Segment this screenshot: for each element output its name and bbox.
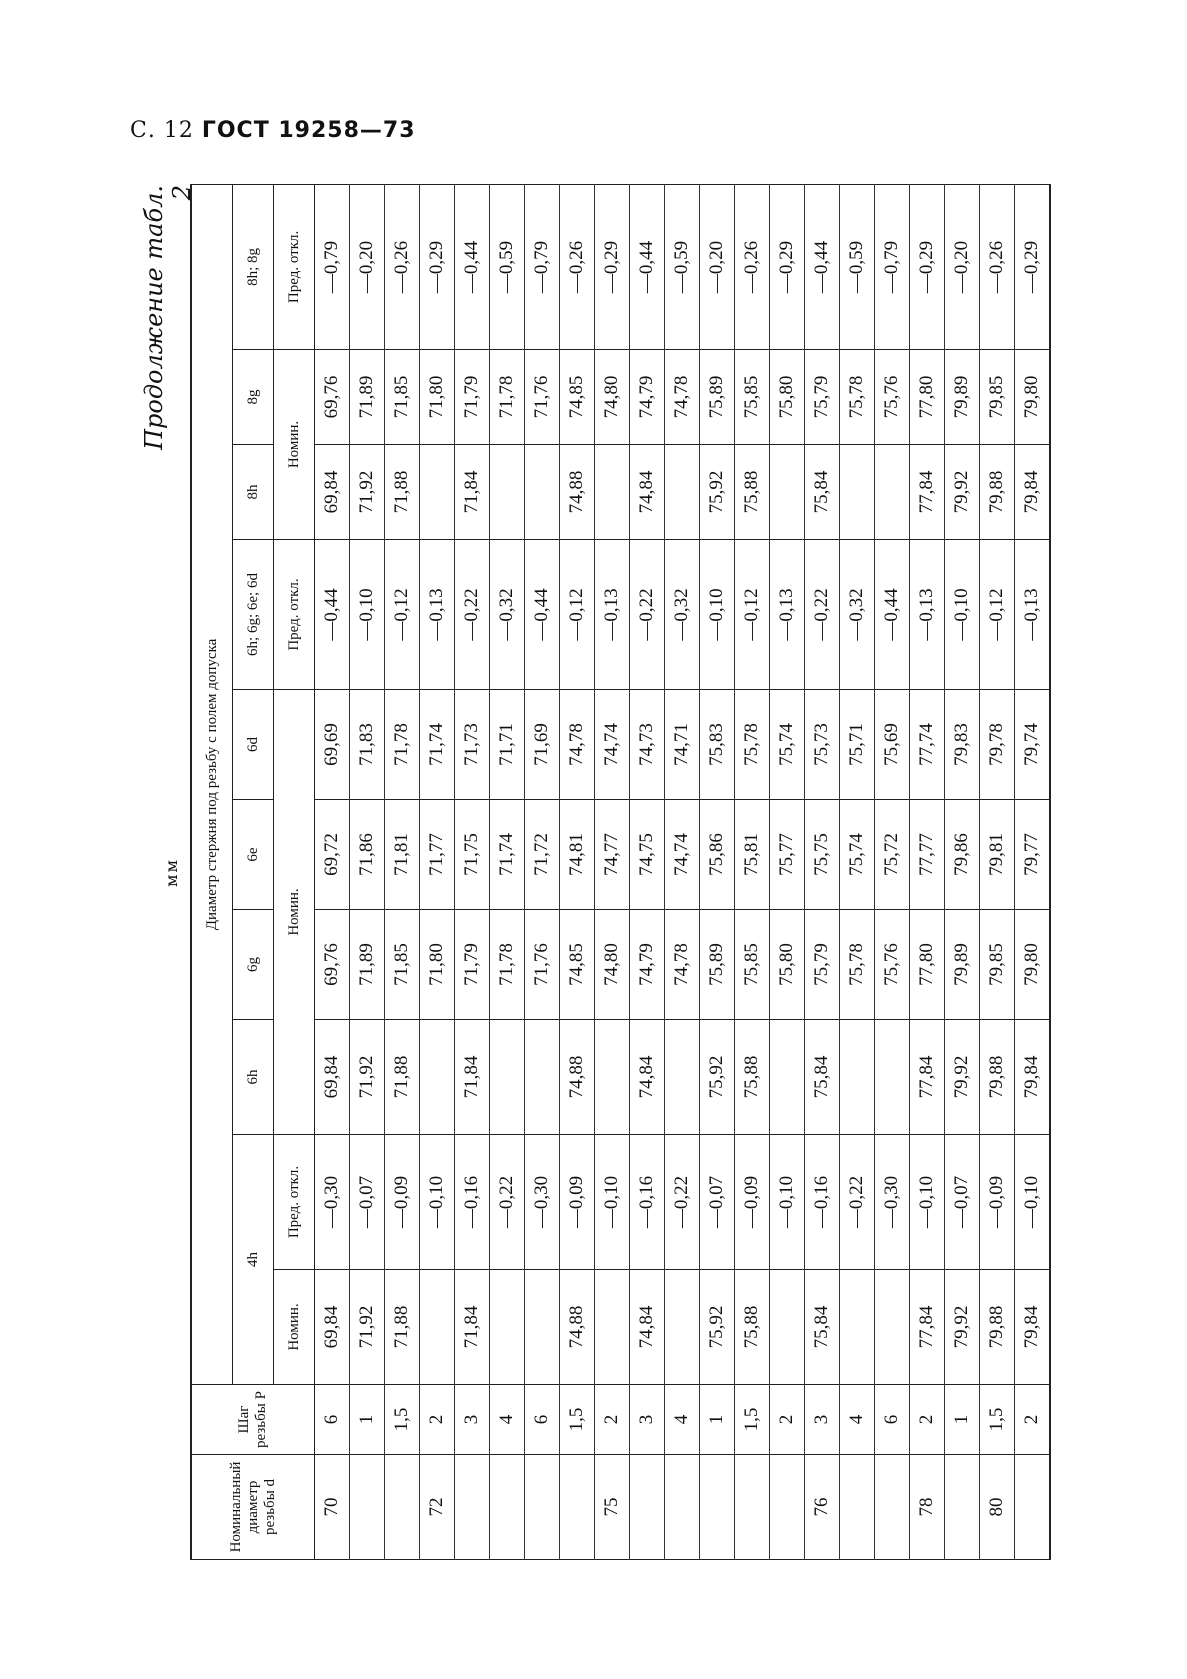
- cell-d6: 75,69: [875, 690, 910, 800]
- cell-g6: 71,89: [350, 910, 385, 1020]
- cell-d: [455, 1455, 490, 1560]
- cell-g8: 71,89: [350, 350, 385, 445]
- cell-g8: 75,76: [875, 350, 910, 445]
- cell-dev6: —0,44: [875, 540, 910, 690]
- cell-d6: 75,74: [770, 690, 805, 800]
- cell-g8: 71,79: [455, 350, 490, 445]
- cell-e6: 75,81: [735, 800, 770, 910]
- cell-d6: 71,83: [350, 690, 385, 800]
- cell-dev6: —0,12: [560, 540, 595, 690]
- cell-h8: [420, 445, 455, 540]
- cell-g8: 75,79: [805, 350, 840, 445]
- cell-d6: 74,71: [665, 690, 700, 800]
- cell-dev8: —0,79: [525, 184, 560, 349]
- header-4h: 4h: [233, 1135, 274, 1385]
- cell-g6: 71,76: [525, 910, 560, 1020]
- cell-dev6: —0,13: [910, 540, 945, 690]
- header-4h-nom: Номин.: [274, 1270, 315, 1385]
- cell-g8: 69,76: [315, 350, 350, 445]
- table-row: [875, 184, 910, 1559]
- cell-e6: 69,72: [315, 800, 350, 910]
- cell-d: [560, 1455, 595, 1560]
- cell-h4d: —0,22: [490, 1135, 525, 1270]
- cell-p: 4: [840, 1385, 875, 1455]
- cell-g6: 71,78: [490, 910, 525, 1020]
- cell-h8: 69,84: [315, 445, 350, 540]
- cell-dev8: —0,29: [910, 184, 945, 349]
- header-6g: 6g: [233, 910, 274, 1020]
- cell-dev8: —0,59: [840, 184, 875, 349]
- cell-dev8: —0,26: [735, 184, 770, 349]
- cell-e6: 74,81: [560, 800, 595, 910]
- standard-number: ГОСТ 19258—73: [201, 118, 416, 143]
- cell-e6: 71,74: [490, 800, 525, 910]
- cell-g8: 75,89: [700, 350, 735, 445]
- cell-h8: [770, 445, 805, 540]
- cell-p: 2: [1015, 1385, 1051, 1455]
- cell-e6: 79,86: [945, 800, 980, 910]
- cell-h4: 79,88: [980, 1270, 1015, 1385]
- table-row: [420, 184, 455, 1559]
- cell-h8: 75,92: [700, 445, 735, 540]
- table-row: [315, 184, 350, 1559]
- cell-dev6: —0,32: [665, 540, 700, 690]
- cell-p: 2: [420, 1385, 455, 1455]
- cell-h8: 75,88: [735, 445, 770, 540]
- cell-dev6: —0,12: [735, 540, 770, 690]
- cell-g8: 71,78: [490, 350, 525, 445]
- cell-p: 3: [455, 1385, 490, 1455]
- cell-e6: 71,75: [455, 800, 490, 910]
- cell-g6: 69,76: [315, 910, 350, 1020]
- cell-g6: 74,85: [560, 910, 595, 1020]
- cell-d: [385, 1455, 420, 1560]
- cell-h8: 79,92: [945, 445, 980, 540]
- table-row: [665, 184, 700, 1559]
- cell-h4: [490, 1270, 525, 1385]
- cell-h4d: —0,22: [665, 1135, 700, 1270]
- thread-diameter-table: [190, 184, 1051, 1560]
- cell-d: [875, 1455, 910, 1560]
- cell-g8: 75,80: [770, 350, 805, 445]
- table-row: [595, 184, 630, 1559]
- cell-d6: 79,74: [1015, 690, 1051, 800]
- cell-h4: 71,84: [455, 1270, 490, 1385]
- cell-h4d: —0,10: [770, 1135, 805, 1270]
- table-row: [385, 184, 420, 1559]
- cell-h4d: —0,22: [840, 1135, 875, 1270]
- cell-g8: 74,78: [665, 350, 700, 445]
- cell-dev6: —0,44: [525, 540, 560, 690]
- cell-p: 2: [910, 1385, 945, 1455]
- cell-h4: 75,88: [735, 1270, 770, 1385]
- cell-d: [700, 1455, 735, 1560]
- cell-dev6: —0,32: [490, 540, 525, 690]
- header-6-dev-label: Пред. откл.: [274, 540, 315, 690]
- cell-h4d: —0,09: [980, 1135, 1015, 1270]
- cell-dev8: —0,26: [385, 184, 420, 349]
- cell-h4: [840, 1270, 875, 1385]
- cell-p: 1: [700, 1385, 735, 1455]
- cell-g6: 79,85: [980, 910, 1015, 1020]
- cell-h8: 74,88: [560, 445, 595, 540]
- cell-h8: 71,92: [350, 445, 385, 540]
- cell-g6: 74,80: [595, 910, 630, 1020]
- cell-g6: 74,79: [630, 910, 665, 1020]
- cell-g6: 75,78: [840, 910, 875, 1020]
- cell-dev6: —0,13: [770, 540, 805, 690]
- cell-h6: 71,88: [385, 1020, 420, 1135]
- cell-e6: 71,72: [525, 800, 560, 910]
- cell-d6: 74,73: [630, 690, 665, 800]
- cell-h4d: —0,30: [315, 1135, 350, 1270]
- cell-dev8: —0,29: [770, 184, 805, 349]
- table-row: [945, 184, 980, 1559]
- cell-dev6: —0,44: [315, 540, 350, 690]
- table-row: [805, 184, 840, 1559]
- cell-h4: [770, 1270, 805, 1385]
- cell-g6: 75,79: [805, 910, 840, 1020]
- cell-d6: 75,78: [735, 690, 770, 800]
- cell-dev8: —0,20: [700, 184, 735, 349]
- cell-g6: 79,89: [945, 910, 980, 1020]
- cell-h8: 79,88: [980, 445, 1015, 540]
- cell-h6: 79,92: [945, 1020, 980, 1135]
- cell-h4d: —0,10: [595, 1135, 630, 1270]
- cell-h8: 77,84: [910, 445, 945, 540]
- cell-d: [665, 1455, 700, 1560]
- cell-p: 3: [805, 1385, 840, 1455]
- cell-d6: 75,71: [840, 690, 875, 800]
- cell-h4: [665, 1270, 700, 1385]
- cell-h6: [665, 1020, 700, 1135]
- header-8-dev-label: Пред. откл.: [274, 184, 315, 349]
- cell-d: [490, 1455, 525, 1560]
- cell-d: [840, 1455, 875, 1560]
- cell-g6: 71,85: [385, 910, 420, 1020]
- header-group: Диаметр стержня под резьбу с полем допуска: [191, 184, 233, 1384]
- cell-g8: 71,85: [385, 350, 420, 445]
- table-row: [455, 184, 490, 1559]
- cell-h4: 69,84: [315, 1270, 350, 1385]
- cell-h4d: —0,16: [630, 1135, 665, 1270]
- cell-d: [945, 1455, 980, 1560]
- table-row: [560, 184, 595, 1559]
- cell-h6: [770, 1020, 805, 1135]
- header-6e: 6e: [233, 800, 274, 910]
- cell-p: 6: [875, 1385, 910, 1455]
- cell-h4: 79,84: [1015, 1270, 1051, 1385]
- header-8h: 8h: [233, 445, 274, 540]
- cell-h4: [420, 1270, 455, 1385]
- cell-dev8: —0,20: [945, 184, 980, 349]
- header-6-nom: Номин.: [274, 690, 315, 1135]
- cell-h4d: —0,30: [525, 1135, 560, 1270]
- cell-d6: 79,83: [945, 690, 980, 800]
- rotated-table-area: [140, 185, 1050, 1560]
- cell-dev6: —0,13: [595, 540, 630, 690]
- cell-g8: 79,85: [980, 350, 1015, 445]
- cell-d: 72: [420, 1455, 455, 1560]
- cell-h6: 77,84: [910, 1020, 945, 1135]
- cell-p: 1,5: [560, 1385, 595, 1455]
- cell-d6: 71,73: [455, 690, 490, 800]
- cell-dev8: —0,29: [1015, 184, 1051, 349]
- header-pitch: Шаг резьбы P: [191, 1385, 315, 1455]
- cell-dev6: —0,13: [420, 540, 455, 690]
- cell-g8: 74,79: [630, 350, 665, 445]
- cell-d: [630, 1455, 665, 1560]
- cell-h4: [875, 1270, 910, 1385]
- cell-h4d: —0,09: [560, 1135, 595, 1270]
- cell-d: 70: [315, 1455, 350, 1560]
- cell-h4: 74,88: [560, 1270, 595, 1385]
- cell-h6: 79,88: [980, 1020, 1015, 1135]
- cell-h8: 71,84: [455, 445, 490, 540]
- cell-e6: 75,86: [700, 800, 735, 910]
- cell-dev8: —0,44: [455, 184, 490, 349]
- cell-e6: 71,81: [385, 800, 420, 910]
- cell-dev8: —0,29: [420, 184, 455, 349]
- cell-d: [735, 1455, 770, 1560]
- cell-g8: 71,76: [525, 350, 560, 445]
- cell-h6: 74,88: [560, 1020, 595, 1135]
- cell-d6: 69,69: [315, 690, 350, 800]
- cell-dev8: —0,26: [560, 184, 595, 349]
- cell-e6: 74,77: [595, 800, 630, 910]
- cell-g6: 74,78: [665, 910, 700, 1020]
- cell-h4: 75,84: [805, 1270, 840, 1385]
- cell-g8: 79,80: [1015, 350, 1051, 445]
- cell-h4: 71,92: [350, 1270, 385, 1385]
- header-8g: 8g: [233, 350, 274, 445]
- cell-dev8: —0,59: [665, 184, 700, 349]
- cell-g6: 71,80: [420, 910, 455, 1020]
- cell-h4d: —0,09: [385, 1135, 420, 1270]
- cell-h8: 74,84: [630, 445, 665, 540]
- cell-h8: [875, 445, 910, 540]
- header-6-dev: 6h; 6g; 6e; 6d: [233, 540, 274, 690]
- cell-p: 2: [770, 1385, 805, 1455]
- cell-g6: 75,76: [875, 910, 910, 1020]
- cell-dev6: —0,22: [455, 540, 490, 690]
- table-row: [770, 184, 805, 1559]
- cell-d: [770, 1455, 805, 1560]
- cell-g6: 75,80: [770, 910, 805, 1020]
- table-row: [490, 184, 525, 1559]
- table-row: [980, 184, 1015, 1559]
- cell-g8: 75,78: [840, 350, 875, 445]
- cell-d6: 74,78: [560, 690, 595, 800]
- cell-dev8: —0,44: [805, 184, 840, 349]
- cell-dev8: —0,44: [630, 184, 665, 349]
- cell-h4: 79,92: [945, 1270, 980, 1385]
- cell-h4: 74,84: [630, 1270, 665, 1385]
- cell-g8: 75,85: [735, 350, 770, 445]
- cell-h4: 75,92: [700, 1270, 735, 1385]
- cell-h4d: —0,10: [1015, 1135, 1051, 1270]
- cell-h6: [840, 1020, 875, 1135]
- cell-p: 6: [315, 1385, 350, 1455]
- cell-g8: 74,85: [560, 350, 595, 445]
- cell-h4: [595, 1270, 630, 1385]
- cell-h6: 71,84: [455, 1020, 490, 1135]
- cell-dev8: —0,20: [350, 184, 385, 349]
- cell-p: 1: [945, 1385, 980, 1455]
- header-6h: 6h: [233, 1020, 274, 1135]
- cell-d6: 75,83: [700, 690, 735, 800]
- cell-p: 4: [665, 1385, 700, 1455]
- cell-p: 1,5: [735, 1385, 770, 1455]
- cell-dev8: —0,59: [490, 184, 525, 349]
- cell-g6: 79,80: [1015, 910, 1051, 1020]
- table-row: [840, 184, 875, 1559]
- cell-h8: 75,84: [805, 445, 840, 540]
- cell-e6: 77,77: [910, 800, 945, 910]
- cell-h4d: —0,16: [455, 1135, 490, 1270]
- cell-p: 1,5: [385, 1385, 420, 1455]
- cell-d: [1015, 1455, 1051, 1560]
- cell-g8: 74,80: [595, 350, 630, 445]
- cell-h4d: —0,07: [945, 1135, 980, 1270]
- cell-h4d: —0,10: [420, 1135, 455, 1270]
- cell-h6: 74,84: [630, 1020, 665, 1135]
- cell-d6: 79,78: [980, 690, 1015, 800]
- continuation-label: Продолжение табл. 2: [140, 185, 196, 450]
- cell-h4: [525, 1270, 560, 1385]
- header-8-dev: 8h; 8g: [233, 184, 274, 349]
- table-row: [700, 184, 735, 1559]
- cell-dev6: —0,10: [945, 540, 980, 690]
- cell-p: 4: [490, 1385, 525, 1455]
- cell-h6: [525, 1020, 560, 1135]
- cell-g6: 75,89: [700, 910, 735, 1020]
- cell-e6: 71,86: [350, 800, 385, 910]
- cell-e6: 79,81: [980, 800, 1015, 910]
- cell-e6: 74,74: [665, 800, 700, 910]
- cell-h8: 71,88: [385, 445, 420, 540]
- cell-h6: [490, 1020, 525, 1135]
- cell-d: 76: [805, 1455, 840, 1560]
- cell-d6: 75,73: [805, 690, 840, 800]
- table-row: [350, 184, 385, 1559]
- cell-g6: 77,80: [910, 910, 945, 1020]
- cell-p: 1: [350, 1385, 385, 1455]
- cell-h6: 75,88: [735, 1020, 770, 1135]
- cell-dev6: —0,22: [630, 540, 665, 690]
- cell-p: 6: [525, 1385, 560, 1455]
- cell-h8: [595, 445, 630, 540]
- cell-g8: 79,89: [945, 350, 980, 445]
- page-header: [130, 118, 416, 143]
- cell-e6: 71,77: [420, 800, 455, 910]
- cell-h6: 71,92: [350, 1020, 385, 1135]
- unit-label: мм: [162, 858, 181, 887]
- table-row: [1015, 184, 1051, 1559]
- cell-e6: 75,74: [840, 800, 875, 910]
- cell-e6: 75,75: [805, 800, 840, 910]
- cell-h8: 79,84: [1015, 445, 1051, 540]
- cell-dev8: —0,79: [875, 184, 910, 349]
- cell-d: [350, 1455, 385, 1560]
- cell-h4d: —0,30: [875, 1135, 910, 1270]
- table-row: [735, 184, 770, 1559]
- cell-e6: 79,77: [1015, 800, 1051, 910]
- cell-d6: 71,74: [420, 690, 455, 800]
- cell-h4d: —0,10: [910, 1135, 945, 1270]
- cell-p: 2: [595, 1385, 630, 1455]
- cell-dev6: —0,22: [805, 540, 840, 690]
- table-row: [630, 184, 665, 1559]
- cell-g8: 77,80: [910, 350, 945, 445]
- cell-h8: [525, 445, 560, 540]
- cell-dev8: —0,26: [980, 184, 1015, 349]
- cell-dev8: —0,79: [315, 184, 350, 349]
- cell-p: 1,5: [980, 1385, 1015, 1455]
- cell-d6: 71,78: [385, 690, 420, 800]
- header-4h-dev: Пред. откл.: [274, 1135, 315, 1270]
- cell-h6: 69,84: [315, 1020, 350, 1135]
- cell-e6: 75,72: [875, 800, 910, 910]
- cell-h8: [490, 445, 525, 540]
- cell-h6: [420, 1020, 455, 1135]
- cell-d6: 77,74: [910, 690, 945, 800]
- cell-dev6: —0,32: [840, 540, 875, 690]
- cell-h8: [665, 445, 700, 540]
- cell-h6: 75,84: [805, 1020, 840, 1135]
- cell-h4d: —0,16: [805, 1135, 840, 1270]
- cell-dev6: —0,13: [1015, 540, 1051, 690]
- cell-g6: 75,85: [735, 910, 770, 1020]
- cell-e6: 74,75: [630, 800, 665, 910]
- cell-h4d: —0,09: [735, 1135, 770, 1270]
- header-6d: 6d: [233, 690, 274, 800]
- cell-h4d: —0,07: [350, 1135, 385, 1270]
- cell-dev6: —0,12: [385, 540, 420, 690]
- cell-d: 80: [980, 1455, 1015, 1560]
- cell-e6: 75,77: [770, 800, 805, 910]
- page-number: С. 12: [130, 118, 194, 143]
- cell-h4: 77,84: [910, 1270, 945, 1385]
- cell-p: 3: [630, 1385, 665, 1455]
- cell-d6: 74,74: [595, 690, 630, 800]
- table-row: [525, 184, 560, 1559]
- cell-h6: [595, 1020, 630, 1135]
- cell-h6: 75,92: [700, 1020, 735, 1135]
- cell-d: 75: [595, 1455, 630, 1560]
- cell-dev6: —0,10: [700, 540, 735, 690]
- cell-dev6: —0,12: [980, 540, 1015, 690]
- cell-h6: [875, 1020, 910, 1135]
- cell-dev8: —0,29: [595, 184, 630, 349]
- cell-h8: [840, 445, 875, 540]
- cell-h4d: —0,07: [700, 1135, 735, 1270]
- cell-g6: 71,79: [455, 910, 490, 1020]
- cell-d: 78: [910, 1455, 945, 1560]
- header-diameter: Номинальный диаметр резьбы d: [191, 1455, 315, 1560]
- cell-d6: 71,69: [525, 690, 560, 800]
- cell-h6: 79,84: [1015, 1020, 1051, 1135]
- cell-dev6: —0,10: [350, 540, 385, 690]
- cell-h4: 71,88: [385, 1270, 420, 1385]
- header-8-nom: Номин.: [274, 350, 315, 540]
- cell-d6: 71,71: [490, 690, 525, 800]
- table-row: [910, 184, 945, 1559]
- cell-g8: 71,80: [420, 350, 455, 445]
- cell-d: [525, 1455, 560, 1560]
